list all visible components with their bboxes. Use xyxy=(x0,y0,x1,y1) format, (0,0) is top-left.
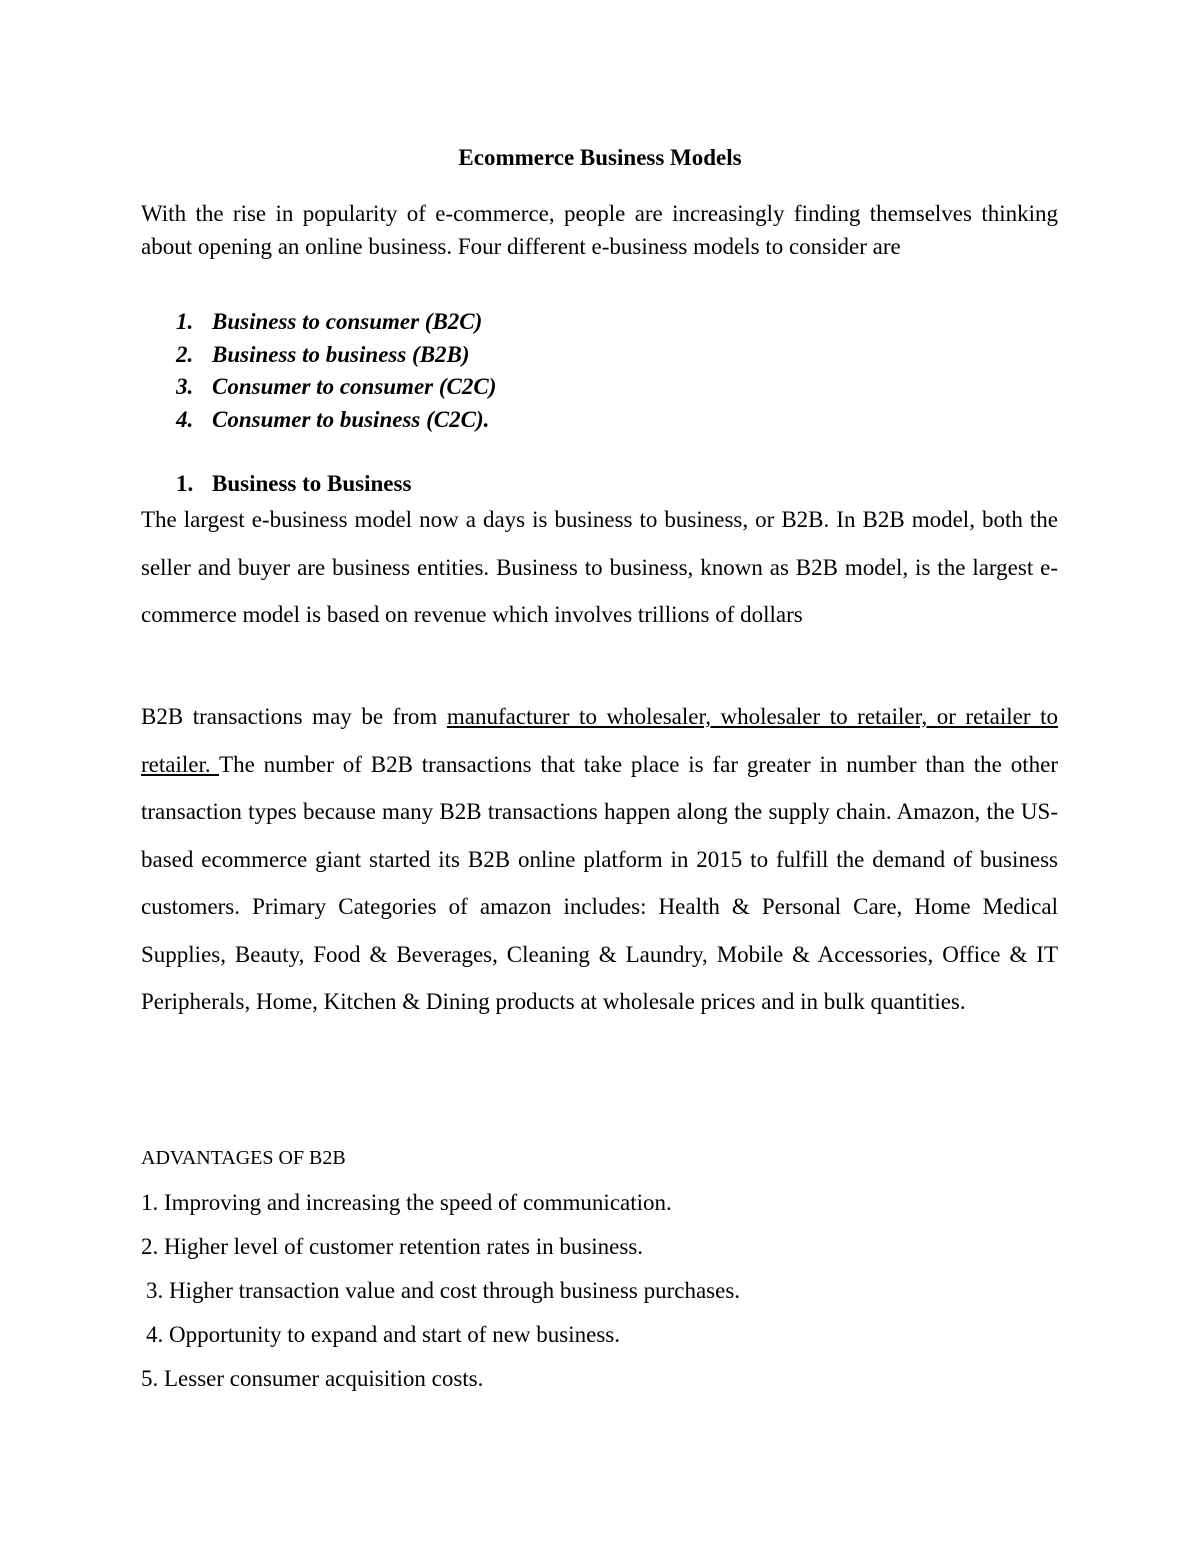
advantages-heading: ADVANTAGES OF B2B xyxy=(141,1147,346,1169)
list-item-label: Consumer to consumer (C2C) xyxy=(212,374,497,399)
b2b-transactions-paragraph xyxy=(141,693,1058,1026)
list-item-number: 1. xyxy=(176,309,194,334)
list-item: 1. Improving and increasing the speed of communication. xyxy=(141,1190,672,1215)
list-item xyxy=(141,371,496,404)
list-item xyxy=(141,404,496,437)
business-models-list xyxy=(141,306,496,436)
document-title: Ecommerce Business Models xyxy=(458,145,742,170)
b2b-definition-paragraph: The largest e-business model now a days is business to business, or B2B. In B2B model, both the seller and buyer are business entities. Business to business, known as B2B model, is the largest e-commerce model is based on revenue which involves trillions of dollars xyxy=(141,507,1058,627)
list-item-number: 2. xyxy=(176,341,194,367)
list-item-label: Business to consumer (B2C) xyxy=(212,309,483,334)
list-item-label: Business to business (B2B) xyxy=(212,341,470,367)
list-item: 4. Opportunity to expand and start of new business. xyxy=(146,1322,620,1347)
paragraph-text: B2B transactions may be from xyxy=(141,704,447,729)
list-item: 3. Higher transaction value and cost through business purchases. xyxy=(146,1278,741,1303)
section-number: 1. xyxy=(176,471,194,496)
intro-paragraph: With the rise in popularity of e-commerce, people are increasingly finding themselves thinking about opening an online business. Four different e-business models to consider are xyxy=(141,201,1058,259)
list-item: 5. Lesser consumer acquisition costs. xyxy=(141,1366,484,1391)
list-item: 2. Higher level of customer retention rates in business. xyxy=(141,1234,644,1259)
advantages-list xyxy=(141,1181,740,1401)
paragraph-text: The number of B2B transactions that take place is far greater in number than the other transaction types because many B2B transactions happen along the supply chain. Amazon, the US-based ecommerce giant started its B2B online platform in 2015 to fulfill the demand of business customers. Primary Categories of amazon includes: Health & Personal Care, Home Medical Supplies, Beauty, Food & Beverages, Cleaning & Laundry, Mobile & Accessories, Office & IT Peripherals, Home, Kitchen & Dining products at wholesale prices and in bulk quantities. xyxy=(141,751,1058,1014)
list-item xyxy=(141,306,496,339)
list-item-number: 3. xyxy=(176,374,194,399)
list-item xyxy=(141,339,496,372)
section-title: Business to Business xyxy=(212,471,412,496)
list-item-number: 4. xyxy=(176,406,194,432)
underlined-text: manufacturer to wholesaler, wholesaler to retailer, or retailer to retailer. xyxy=(141,704,1058,777)
list-item-label: Consumer to business (C2C). xyxy=(212,406,490,432)
